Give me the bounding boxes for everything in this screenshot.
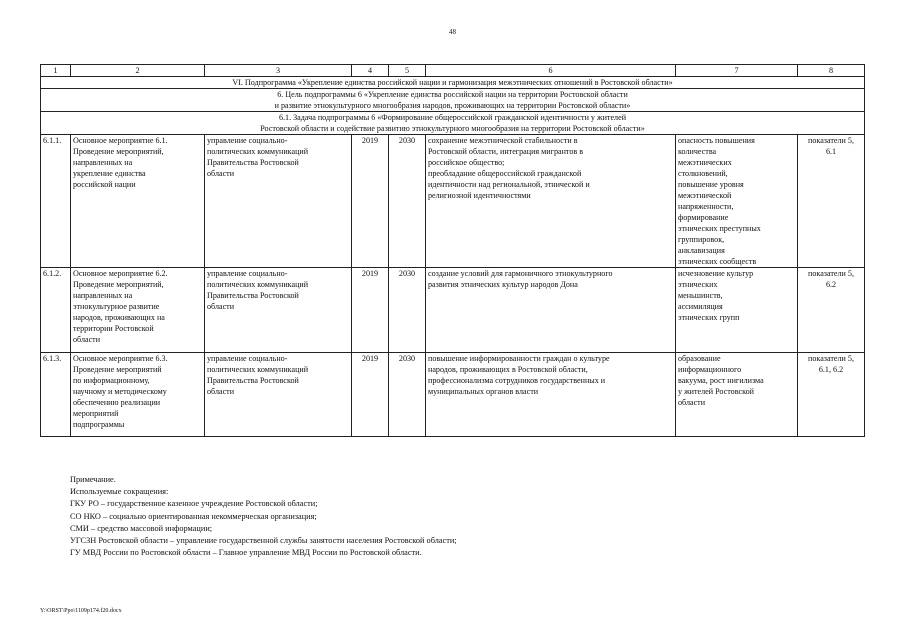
row-number: 6.1.1. — [41, 135, 71, 268]
column-number: 1 — [41, 65, 71, 77]
measures-table — [40, 64, 865, 437]
related-indicators: показатели 5, 6.1 — [798, 135, 865, 268]
file-path-footer: Y:\ORST\Ppo\1109p174.f20.docx — [40, 608, 122, 614]
table-row — [41, 135, 865, 268]
row-number: 6.1.2. — [41, 268, 71, 353]
column-number: 7 — [676, 65, 798, 77]
abbreviation-item: СМИ – средство массовой информации; — [70, 523, 213, 533]
expected-result: создание условий для гармоничного этнокультурного развития этнических культур народов Дона — [426, 268, 676, 353]
start-year: 2019 — [352, 135, 389, 268]
start-year: 2019 — [352, 268, 389, 353]
executor: управление социально- политических коммуникаций Правительства Ростовской области — [205, 353, 352, 437]
table-row — [41, 353, 865, 437]
column-number: 5 — [389, 65, 426, 77]
subprogram-title: VI. Подпрограмма «Укрепление единства российской нации и гармонизация межэтнических отношений в Ростовской области» — [41, 77, 865, 89]
non-implementation-consequences: опасность повышения количества межэтнических столкновений, повышение уровня межэтнической напряженности, формирование этнических преступных группировок, анклавизация этнических сообществ — [676, 135, 798, 268]
end-year: 2030 — [389, 268, 426, 353]
non-implementation-consequences: образование информационного вакуума, рост нигилизма у жителей Ростовской области — [676, 353, 798, 437]
abbreviation-item: УГСЗН Ростовской области – управление государственной службы занятости населения Ростовской области; — [70, 536, 457, 546]
column-number-row — [41, 65, 865, 77]
event-name: Основное мероприятие 6.1. Проведение мероприятий, направленных на укрепление единства российской нации — [71, 135, 205, 268]
notes-title: Примечание. — [70, 475, 116, 484]
page-number: 48 — [449, 28, 456, 36]
column-number: 4 — [352, 65, 389, 77]
abbreviation-item: СО НКО – социально ориентированная некоммерческая организация; — [70, 511, 317, 521]
event-name: Основное мероприятие 6.2. Проведение мероприятий, направленных на этнокультурное развитие народов, проживающих на территории Ростовской области — [71, 268, 205, 353]
expected-result: повышение информированности граждан о культуре народов, проживающих в Ростовской области, профессионализма сотрудников государственных и муниципальных органов власти — [426, 353, 676, 437]
start-year: 2019 — [352, 353, 389, 437]
non-implementation-consequences: исчезновение культур этнических меньшинств, ассимиляция этнических групп — [676, 268, 798, 353]
notes-block — [70, 474, 457, 559]
executor: управление социально- политических коммуникаций Правительства Ростовской области — [205, 135, 352, 268]
end-year: 2030 — [389, 135, 426, 268]
subprogram-goal: 6. Цель подпрограммы 6 «Укрепление единства российской нации на территории Ростовской области и развитие этнокультурного многообразия народов, проживающих на территории Ростовской области» — [41, 89, 865, 112]
executor: управление социально- политических коммуникаций Правительства Ростовской области — [205, 268, 352, 353]
table-row — [41, 268, 865, 353]
related-indicators: показатели 5, 6.2 — [798, 268, 865, 353]
related-indicators: показатели 5, 6.1, 6.2 — [798, 353, 865, 437]
abbreviations-title: Используемые сокращения: — [70, 487, 169, 497]
column-number: 3 — [205, 65, 352, 77]
subprogram-task: 6.1. Задача подпрограммы 6 «Формирование общероссийской гражданской идентичности у жителей Ростовской области и содействие развитию этнокультурного многообразия на территории Ростовской области» — [41, 112, 865, 135]
column-number: 8 — [798, 65, 865, 77]
abbreviation-item: ГКУ РО – государственное казенное учреждение Ростовской области; — [70, 499, 318, 509]
column-number: 2 — [71, 65, 205, 77]
column-number: 6 — [426, 65, 676, 77]
event-name: Основное мероприятие 6.3. Проведение мероприятий по информационному, научному и методическому обеспечению реализации мероприятий подпрограммы — [71, 353, 205, 437]
abbreviation-item: ГУ МВД России по Ростовской области – Главное управление МВД России по Ростовской области. — [70, 548, 422, 558]
end-year: 2030 — [389, 353, 426, 437]
expected-result: сохранение межэтнической стабильности в Ростовской области, интеграция мигрантов в российское общество; преобладание общероссийской гражданской идентичности над региональной, этнической и религиозной идентичностями — [426, 135, 676, 268]
row-number: 6.1.3. — [41, 353, 71, 437]
